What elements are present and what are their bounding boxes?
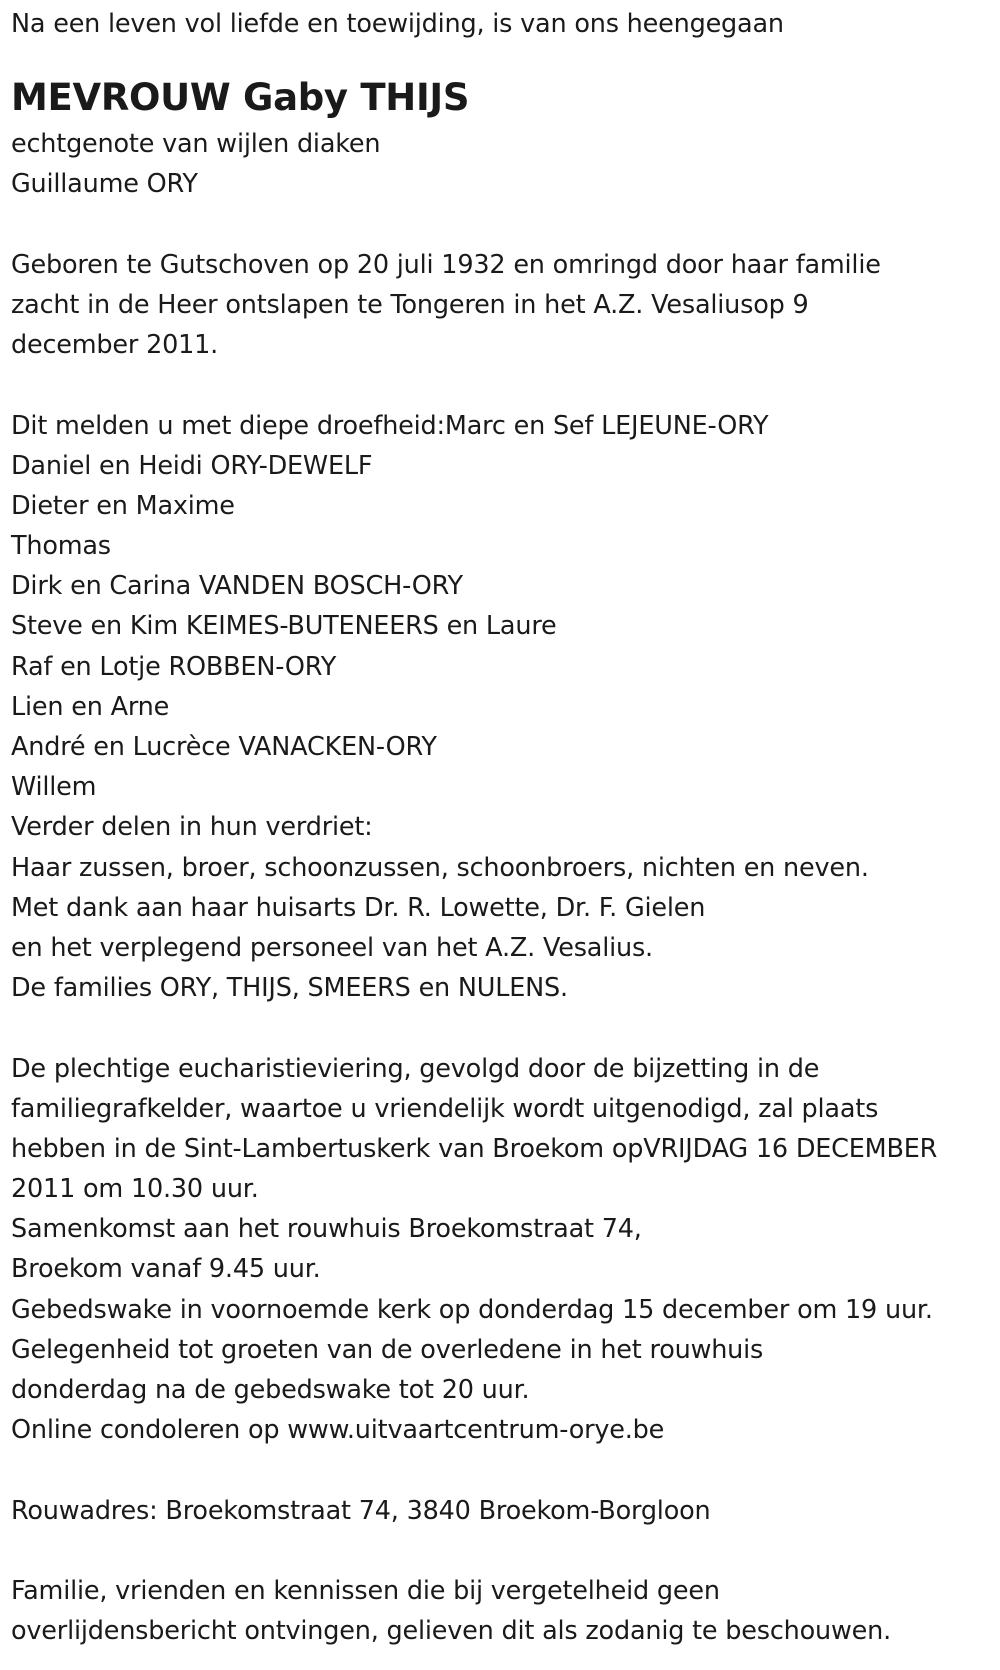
family-line: Dit melden u met diepe droefheid:Marc en Sef LEJEUNE-ORY xyxy=(11,410,769,441)
spacer xyxy=(11,1531,991,1571)
family-line: Thomas xyxy=(11,531,111,562)
family-line: Dieter en Maxime xyxy=(11,490,235,521)
spacer xyxy=(11,1450,991,1490)
spacer xyxy=(11,1008,991,1048)
family-line: Steve en Kim KEIMES-BUTENEERS en Laure xyxy=(11,611,557,642)
family-line: Lien en Arne xyxy=(11,691,170,722)
family-line: Haar zussen, broer, schoonzussen, schoonbroers, nichten en neven. xyxy=(11,852,869,883)
family-line: Verder delen in hun verdriet: xyxy=(11,812,373,843)
spacer xyxy=(11,205,991,245)
birth-death-line: december 2011. xyxy=(11,330,219,361)
family-line: André en Lucrèce VANACKEN-ORY xyxy=(11,732,437,762)
family-line: en het verplegend personeel van het A.Z. Vesalius. xyxy=(11,932,653,963)
ceremony-line: 2011 om 10.30 uur. xyxy=(11,1174,259,1205)
intro-line: Na een leven vol liefde en toewijding, is van ons heengegaan xyxy=(11,9,784,39)
family-line: Daniel en Heidi ORY-DEWELF xyxy=(11,450,373,481)
spouse-line: Guillaume ORY xyxy=(11,169,198,200)
family-section xyxy=(11,406,991,1009)
condolence-link-line: Online condoleren op www.uitvaartcentrum-orye.be xyxy=(11,1415,665,1446)
ceremony-line: familiegrafkelder, waartoe u vriendelijk wordt uitgenodigd, zal plaats xyxy=(11,1093,879,1124)
family-line: De families ORY, THIJS, SMEERS en NULENS. xyxy=(11,973,568,1004)
closing-section xyxy=(11,1571,991,1651)
birth-death-line: zacht in de Heer ontslapen te Tongeren in het A.Z. Vesaliusop 9 xyxy=(11,289,809,320)
family-line: Met dank aan haar huisarts Dr. R. Lowette, Dr. F. Gielen xyxy=(11,892,706,923)
ceremony-line: Gebedswake in voornoemde kerk op donderdag 15 december om 19 uur. xyxy=(11,1294,933,1325)
ceremony-line: Samenkomst aan het rouwhuis Broekomstraat 74, xyxy=(11,1214,642,1245)
death-notice xyxy=(11,0,991,1651)
deceased-name: MEVROUW Gaby THIJS xyxy=(11,76,470,120)
ceremony-line: Gelegenheid tot groeten van de overledene in het rouwhuis xyxy=(11,1334,764,1365)
ceremony-line: donderdag na de gebedswake tot 20 uur. xyxy=(11,1375,530,1405)
ceremony-line: Broekom vanaf 9.45 uur. xyxy=(11,1254,321,1285)
ceremony-line: De plechtige eucharistieviering, gevolgd door de bijzetting in de xyxy=(11,1053,820,1084)
birth-death-section xyxy=(11,245,991,366)
family-line: Dirk en Carina VANDEN BOSCH-ORY xyxy=(11,571,463,602)
spouse-line: echtgenote van wijlen diaken xyxy=(11,129,381,160)
closing-line: Familie, vrienden en kennissen die bij vergetelheid geen xyxy=(11,1575,720,1606)
mourning-address: Rouwadres: Broekomstraat 74, 3840 Broekom-Borgloon xyxy=(11,1495,711,1526)
family-line: Raf en Lotje ROBBEN-ORY xyxy=(11,651,337,682)
spouse-section xyxy=(11,124,991,204)
family-line: Willem xyxy=(11,772,97,803)
spacer xyxy=(11,365,991,405)
ceremony-section xyxy=(11,1049,991,1451)
closing-line: overlijdensbericht ontvingen, gelieven dit als zodanig te beschouwen. xyxy=(11,1616,892,1647)
birth-death-line: Geboren te Gutschoven op 20 juli 1932 en omringd door haar familie xyxy=(11,249,881,280)
ceremony-line: hebben in de Sint-Lambertuskerk van Broekom opVRIJDAG 16 DECEMBER xyxy=(11,1133,938,1164)
